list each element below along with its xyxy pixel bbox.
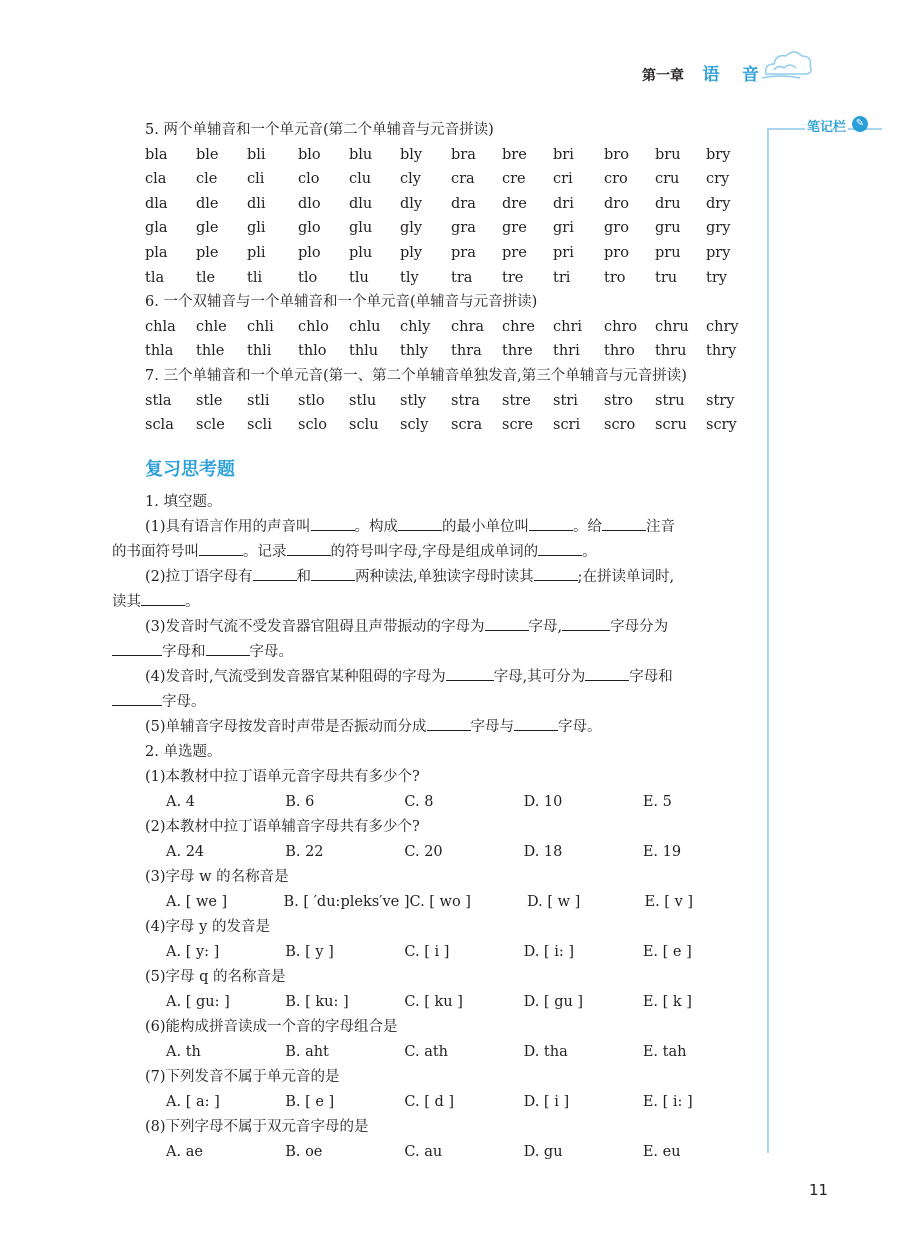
syllable: bru bbox=[655, 146, 681, 163]
blank[interactable] bbox=[311, 566, 355, 581]
syllable: clu bbox=[349, 171, 372, 188]
text: 的最小单位叫 bbox=[442, 519, 530, 535]
syllable: scre bbox=[502, 417, 534, 434]
fill-q3-line2 bbox=[112, 640, 762, 665]
text: 的书面符号叫 bbox=[112, 544, 199, 560]
mc-options bbox=[112, 940, 762, 965]
syllable: dro bbox=[604, 195, 629, 212]
syllable: cry bbox=[706, 171, 730, 188]
syllable: cro bbox=[604, 171, 628, 188]
syllable: gry bbox=[706, 220, 731, 237]
multiple-choice-list bbox=[112, 765, 762, 1165]
mc-question: (7)下列发音不属于单元音的是 bbox=[145, 1069, 340, 1085]
syllable: gla bbox=[145, 220, 168, 237]
syllable: bra bbox=[451, 146, 476, 163]
syllable: scru bbox=[655, 417, 687, 434]
syllable: dly bbox=[400, 195, 423, 212]
mc-option[interactable]: D. [ i: ] bbox=[523, 944, 574, 960]
syllable: thlo bbox=[298, 343, 327, 360]
syllable: clo bbox=[298, 171, 320, 188]
mc-option[interactable]: E. eu bbox=[642, 1144, 681, 1160]
syllable: chre bbox=[502, 318, 535, 335]
syllable-row bbox=[112, 241, 762, 266]
fill-q1-line1 bbox=[112, 515, 762, 540]
syllable: bla bbox=[145, 146, 168, 163]
syllable: sclu bbox=[349, 417, 379, 434]
syllable: pla bbox=[145, 244, 168, 261]
syllable: scry bbox=[706, 417, 737, 434]
syllable: dra bbox=[451, 195, 476, 212]
notes-column-rule bbox=[767, 128, 769, 1153]
mc-option[interactable]: E. tah bbox=[642, 1044, 687, 1060]
syllable: tru bbox=[655, 269, 678, 286]
syllable: thlu bbox=[349, 343, 379, 360]
syllable: glo bbox=[298, 220, 321, 237]
syllable: cly bbox=[400, 171, 421, 188]
syllable-row bbox=[112, 167, 762, 192]
review-heading: 复习思考题 bbox=[145, 459, 235, 480]
syllable: cri bbox=[553, 171, 573, 188]
syllable: cli bbox=[247, 171, 265, 188]
fill-title: 1. 填空题。 bbox=[145, 494, 222, 510]
syllable: pra bbox=[451, 244, 476, 261]
section-7-rows bbox=[112, 389, 762, 438]
text: 。给 bbox=[573, 519, 603, 535]
blank[interactable] bbox=[529, 516, 573, 531]
syllable: tro bbox=[604, 269, 626, 286]
blank[interactable] bbox=[538, 541, 582, 556]
syllable: ble bbox=[196, 146, 219, 163]
syllable: bly bbox=[400, 146, 423, 163]
syllable: stlu bbox=[349, 392, 377, 409]
syllable: stru bbox=[655, 392, 685, 409]
text: 字母和 bbox=[629, 669, 673, 685]
syllable-practice bbox=[112, 118, 762, 438]
mc-option[interactable]: C. 20 bbox=[404, 844, 443, 860]
mc-options bbox=[112, 1140, 762, 1165]
syllable: gle bbox=[196, 220, 219, 237]
mc-option[interactable]: A. th bbox=[166, 1044, 201, 1060]
syllable: tly bbox=[400, 269, 419, 286]
text: 。构成 bbox=[354, 519, 399, 535]
syllable: pre bbox=[502, 244, 527, 261]
mc-option[interactable]: C. [ i ] bbox=[404, 944, 450, 960]
syllable: tli bbox=[247, 269, 263, 286]
mc-option[interactable]: C. [ wo ] bbox=[409, 894, 471, 910]
blank[interactable] bbox=[485, 616, 529, 631]
syllable: gra bbox=[451, 220, 476, 237]
mc-option[interactable]: D. [ gu ] bbox=[523, 994, 584, 1010]
text: 字母与 bbox=[470, 719, 515, 735]
blank[interactable] bbox=[112, 691, 162, 706]
mc-option[interactable]: E. 19 bbox=[642, 844, 682, 860]
blank[interactable] bbox=[206, 641, 250, 656]
syllable: dle bbox=[196, 195, 219, 212]
mc-question: (6)能构成拼音读成一个音的字母组合是 bbox=[145, 1019, 398, 1035]
syllable: gli bbox=[247, 220, 266, 237]
syllable: pri bbox=[553, 244, 574, 261]
running-header bbox=[642, 60, 759, 85]
syllable: scla bbox=[145, 417, 174, 434]
syllable: scle bbox=[196, 417, 225, 434]
syllable: gro bbox=[604, 220, 629, 237]
text: (3)发音时气流不受发音器官阻碍且声带振动的字母为 bbox=[145, 619, 485, 635]
syllable: thra bbox=[451, 343, 482, 360]
blank[interactable] bbox=[141, 591, 185, 606]
syllable: cla bbox=[145, 171, 167, 188]
mc-option[interactable]: E. 5 bbox=[642, 794, 672, 810]
mc-option[interactable]: B. 6 bbox=[285, 794, 315, 810]
syllable: tre bbox=[502, 269, 524, 286]
syllable: thro bbox=[604, 343, 635, 360]
syllable: gly bbox=[400, 220, 423, 237]
syllable: chro bbox=[604, 318, 638, 335]
text: 字母。 bbox=[249, 644, 293, 660]
syllable: gre bbox=[502, 220, 527, 237]
blank[interactable] bbox=[199, 541, 243, 556]
syllable: pru bbox=[655, 244, 681, 261]
text: 字母和 bbox=[162, 644, 206, 660]
syllable: blu bbox=[349, 146, 373, 163]
syllable: chle bbox=[196, 318, 227, 335]
mc-option[interactable]: C. [ d ] bbox=[404, 1094, 455, 1110]
syllable: gri bbox=[553, 220, 574, 237]
mc-option[interactable]: D. tha bbox=[523, 1044, 568, 1060]
fill-q4-line1 bbox=[112, 665, 762, 690]
mc-question: (4)字母 y 的发音是 bbox=[145, 919, 270, 935]
text: 字母。 bbox=[162, 694, 206, 710]
mc-options bbox=[112, 840, 762, 865]
syllable: thle bbox=[196, 343, 225, 360]
notes-column-label: 笔记栏 bbox=[805, 116, 848, 135]
syllable: stro bbox=[604, 392, 633, 409]
syllable: stra bbox=[451, 392, 480, 409]
syllable: chra bbox=[451, 318, 485, 335]
syllable: thly bbox=[400, 343, 428, 360]
syllable: dlo bbox=[298, 195, 321, 212]
syllable-row bbox=[112, 266, 762, 291]
mc-option[interactable]: A. [ gu: ] bbox=[166, 994, 230, 1010]
syllable-row bbox=[112, 339, 762, 364]
text: 字母, bbox=[528, 619, 563, 635]
chapter-label: 第一章 bbox=[642, 68, 684, 84]
mc-options bbox=[112, 890, 762, 915]
mc-option[interactable]: D. [ i ] bbox=[523, 1094, 570, 1110]
syllable: chli bbox=[247, 318, 274, 335]
mc-option[interactable]: B. 22 bbox=[285, 844, 324, 860]
mc-options bbox=[112, 790, 762, 815]
mc-option[interactable]: E. [ e ] bbox=[642, 944, 692, 960]
fill-q2-line2 bbox=[112, 590, 762, 615]
syllable: thru bbox=[655, 343, 687, 360]
syllable: pli bbox=[247, 244, 266, 261]
syllable: stre bbox=[502, 392, 531, 409]
text: 注音 bbox=[646, 519, 676, 535]
syllable: chla bbox=[145, 318, 176, 335]
syllable: bri bbox=[553, 146, 574, 163]
mc-options bbox=[112, 1090, 762, 1115]
syllable: thry bbox=[706, 343, 737, 360]
text: (2)拉丁语字母有 bbox=[145, 569, 253, 585]
syllable: tla bbox=[145, 269, 165, 286]
mc-option[interactable]: A. [ a: ] bbox=[166, 1094, 220, 1110]
syllable: tri bbox=[553, 269, 571, 286]
syllable: blo bbox=[298, 146, 321, 163]
blank[interactable] bbox=[311, 516, 355, 531]
blank[interactable] bbox=[253, 566, 297, 581]
syllable: stry bbox=[706, 392, 735, 409]
text: 。 bbox=[582, 544, 597, 560]
syllable: chri bbox=[553, 318, 583, 335]
syllable: scra bbox=[451, 417, 483, 434]
mc-option[interactable]: E. [ v ] bbox=[644, 894, 694, 910]
blank[interactable] bbox=[446, 666, 494, 681]
syllable-row bbox=[112, 192, 762, 217]
syllable: sclo bbox=[298, 417, 327, 434]
text: ;在拼读单词时, bbox=[577, 569, 675, 585]
mc-option[interactable]: B. aht bbox=[285, 1044, 329, 1060]
mc-option[interactable]: C. [ ku ] bbox=[404, 994, 463, 1010]
text: 读其 bbox=[112, 594, 141, 610]
syllable: chly bbox=[400, 318, 431, 335]
mc-option[interactable]: C. ath bbox=[404, 1044, 449, 1060]
text: (4)发音时,气流受到发音器官某种阻碍的字母为 bbox=[145, 669, 446, 685]
mc-option[interactable]: E. [ k ] bbox=[642, 994, 692, 1010]
syllable: scly bbox=[400, 417, 429, 434]
mc-option[interactable]: D. gu bbox=[523, 1144, 563, 1160]
blank[interactable] bbox=[585, 666, 629, 681]
mc-option[interactable]: A. ae bbox=[166, 1144, 203, 1160]
mc-question: (5)字母 q 的名称音是 bbox=[145, 969, 286, 985]
fill-q2-line1 bbox=[112, 565, 762, 590]
syllable: plu bbox=[349, 244, 373, 261]
syllable: cru bbox=[655, 171, 680, 188]
syllable: chlu bbox=[349, 318, 381, 335]
syllable: cra bbox=[451, 171, 475, 188]
mc-options bbox=[112, 1040, 762, 1065]
fill-q1-line2 bbox=[112, 540, 762, 565]
mc-option[interactable]: C. au bbox=[404, 1144, 443, 1160]
syllable: dre bbox=[502, 195, 527, 212]
syllable: plo bbox=[298, 244, 321, 261]
syllable: stri bbox=[553, 392, 578, 409]
syllable: tra bbox=[451, 269, 473, 286]
mc-option[interactable]: A. [ we ] bbox=[166, 894, 228, 910]
syllable: tlu bbox=[349, 269, 369, 286]
text: 。记录 bbox=[243, 544, 287, 560]
syllable: bre bbox=[502, 146, 527, 163]
text: (5)单辅音字母按发音时声带是否振动而分成 bbox=[145, 719, 427, 735]
syllable: pro bbox=[604, 244, 629, 261]
syllable: thre bbox=[502, 343, 533, 360]
syllable-row bbox=[112, 389, 762, 414]
syllable: stle bbox=[196, 392, 223, 409]
syllable: stla bbox=[145, 392, 172, 409]
syllable-row bbox=[112, 216, 762, 241]
mc-option[interactable]: D. [ w ] bbox=[527, 894, 581, 910]
section-5-rows bbox=[112, 143, 762, 291]
mc-option[interactable]: A. 4 bbox=[166, 794, 195, 810]
syllable: bry bbox=[706, 146, 731, 163]
chapter-title-part1: 语 bbox=[702, 65, 720, 85]
syllable: stly bbox=[400, 392, 427, 409]
syllable-row bbox=[112, 143, 762, 168]
blank[interactable] bbox=[534, 566, 578, 581]
mc-question: (3)字母 w 的名称音是 bbox=[145, 869, 289, 885]
blank[interactable] bbox=[602, 516, 646, 531]
syllable: gru bbox=[655, 220, 681, 237]
syllable: scli bbox=[247, 417, 272, 434]
text: 两种读法,单独读字母时读其 bbox=[355, 569, 534, 585]
notes-pencil-icon: ✎ bbox=[852, 116, 868, 132]
syllable: chru bbox=[655, 318, 689, 335]
syllable: dlu bbox=[349, 195, 373, 212]
mc-option[interactable]: A. [ y: ] bbox=[166, 944, 220, 960]
text: 字母,其可分为 bbox=[493, 669, 586, 685]
mc-option[interactable]: D. 18 bbox=[523, 844, 563, 860]
mc-question: (8)下列字母不属于双元音字母的是 bbox=[145, 1119, 369, 1135]
syllable: bro bbox=[604, 146, 629, 163]
blank[interactable] bbox=[112, 641, 162, 656]
text: 的符号叫字母,字母是组成单词的 bbox=[330, 544, 539, 560]
syllable: dla bbox=[145, 195, 168, 212]
syllable: thli bbox=[247, 343, 272, 360]
mc-option[interactable]: B. [ e ] bbox=[285, 1094, 335, 1110]
blank[interactable] bbox=[514, 716, 558, 731]
syllable: try bbox=[706, 269, 727, 286]
syllable: dri bbox=[553, 195, 574, 212]
section-6-rows bbox=[112, 315, 762, 364]
text: 字母。 bbox=[558, 719, 602, 735]
mc-option[interactable]: B. [ ku: ] bbox=[285, 994, 349, 1010]
cloud-ornament-icon bbox=[760, 44, 816, 84]
syllable: scro bbox=[604, 417, 636, 434]
fill-q5 bbox=[112, 715, 762, 740]
syllable: thla bbox=[145, 343, 174, 360]
mc-option[interactable]: B. [ y ] bbox=[285, 944, 334, 960]
page-number: 11 bbox=[809, 1181, 829, 1199]
mc-option[interactable]: E. [ i: ] bbox=[642, 1094, 693, 1110]
section-7-title: 7. 三个单辅音和一个单元音(第一、第二个单辅音单独发音,第三个单辅音与元音拼读) bbox=[145, 367, 687, 384]
text: 。 bbox=[185, 594, 200, 610]
section-6-title: 6. 一个双辅音与一个单辅音和一个单元音(单辅音与元音拼读) bbox=[145, 294, 538, 311]
blank[interactable] bbox=[427, 716, 471, 731]
syllable: tle bbox=[196, 269, 216, 286]
syllable: ply bbox=[400, 244, 423, 261]
syllable: cle bbox=[196, 171, 218, 188]
mc-option[interactable]: D. 10 bbox=[523, 794, 563, 810]
text: 和 bbox=[296, 569, 312, 585]
text: 字母分为 bbox=[610, 619, 669, 635]
syllable: pry bbox=[706, 244, 731, 261]
syllable: dry bbox=[706, 195, 731, 212]
mc-question: (2)本教材中拉丁语单辅音字母共有多少个? bbox=[145, 819, 420, 835]
chapter-title-part2: 音 bbox=[741, 65, 759, 85]
fill-q4-line2 bbox=[112, 690, 762, 715]
blank[interactable] bbox=[287, 541, 331, 556]
mc-title: 2. 单选题。 bbox=[145, 744, 222, 760]
mc-option[interactable]: A. 24 bbox=[166, 844, 205, 860]
section-5-title: 5. 两个单辅音和一个单元音(第二个单辅音与元音拼读) bbox=[145, 122, 494, 138]
mc-question: (1)本教材中拉丁语单元音字母共有多少个? bbox=[145, 769, 420, 785]
syllable: thri bbox=[553, 343, 580, 360]
mc-options bbox=[112, 990, 762, 1015]
blank[interactable] bbox=[562, 616, 610, 631]
fill-in-section bbox=[112, 490, 762, 1165]
syllable: dru bbox=[655, 195, 681, 212]
syllable: stlo bbox=[298, 392, 325, 409]
syllable: ple bbox=[196, 244, 219, 261]
syllable: bli bbox=[247, 146, 266, 163]
syllable: stli bbox=[247, 392, 270, 409]
mc-option[interactable]: B. [ ′du:pleks′ve ] bbox=[283, 894, 410, 910]
mc-option[interactable]: C. 8 bbox=[404, 794, 434, 810]
fill-q3-line1 bbox=[112, 615, 762, 640]
syllable: glu bbox=[349, 220, 373, 237]
syllable: chry bbox=[706, 318, 739, 335]
syllable: cre bbox=[502, 171, 526, 188]
syllable: chlo bbox=[298, 318, 329, 335]
blank[interactable] bbox=[398, 516, 442, 531]
syllable: tlo bbox=[298, 269, 318, 286]
syllable: scri bbox=[553, 417, 581, 434]
syllable-row bbox=[112, 315, 762, 340]
mc-option[interactable]: B. oe bbox=[285, 1144, 323, 1160]
syllable-row bbox=[112, 413, 762, 438]
text: (1)具有语言作用的声音叫 bbox=[145, 519, 311, 535]
syllable: dli bbox=[247, 195, 266, 212]
